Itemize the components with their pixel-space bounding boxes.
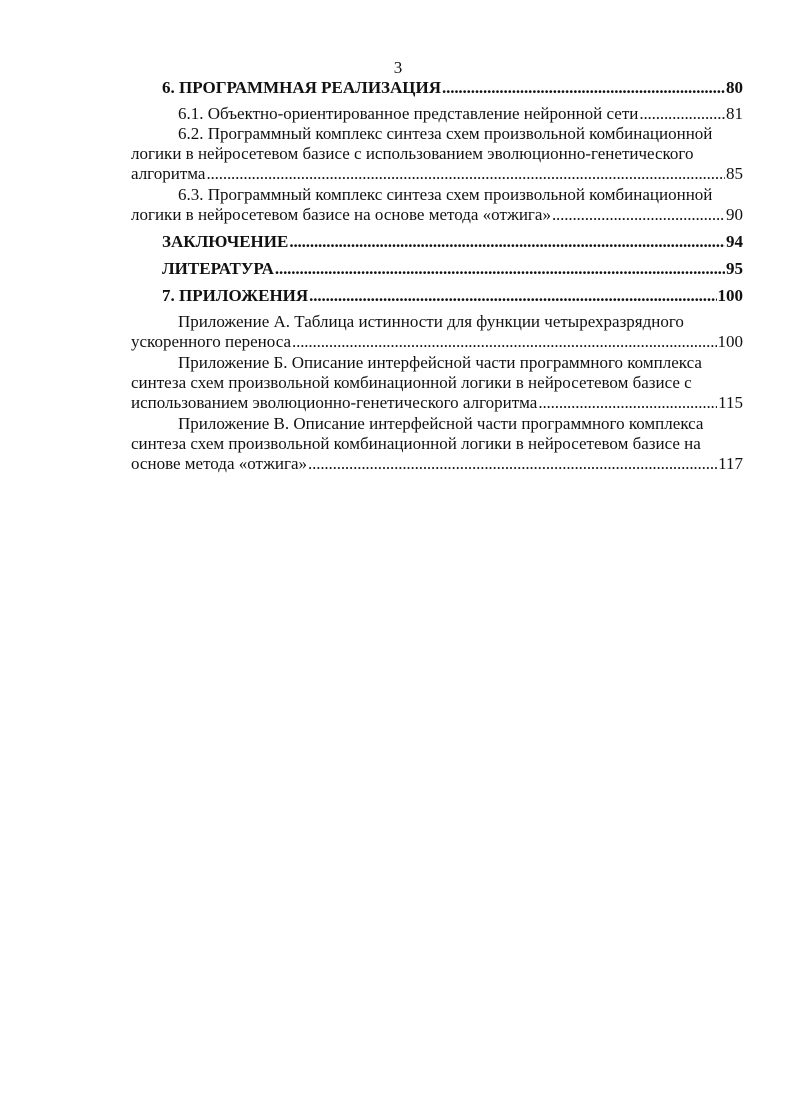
toc-entry-line: использованием эволюционно-генетического алгоритма xyxy=(131,393,538,412)
toc-entry-line: Приложение Б. Описание интерфейсной части программного комплекса xyxy=(178,353,702,372)
toc-entry-page: 85 xyxy=(726,164,743,183)
toc-entry-title: ЛИТЕРАТУРА xyxy=(162,259,274,278)
dot-leader xyxy=(275,259,725,279)
toc-entry-6-1[interactable] xyxy=(131,104,743,124)
toc-entry-appendix-v[interactable] xyxy=(131,414,743,474)
dot-leader xyxy=(206,164,725,184)
toc-entry-appendix-b[interactable] xyxy=(131,353,743,413)
toc-entry-line: алгоритма xyxy=(131,164,206,183)
dot-leader xyxy=(292,332,717,352)
dot-leader xyxy=(308,454,717,474)
toc-entry-line: логики в нейросетевом базисе на основе метода «отжига» xyxy=(131,205,551,224)
table-of-contents xyxy=(131,78,743,475)
dot-leader xyxy=(442,78,725,98)
toc-entry-line: 6.2. Программный комплекс синтеза схем произвольной комбинационной xyxy=(178,124,713,143)
toc-entry-literature[interactable] xyxy=(131,259,743,279)
toc-entry-line: Приложение А. Таблица истинности для функции четырехразрядного xyxy=(178,312,684,331)
toc-entry-page: 117 xyxy=(718,454,743,473)
page-number: 3 xyxy=(393,58,403,77)
toc-entry-chapter-7[interactable] xyxy=(131,286,743,306)
toc-entry-page: 100 xyxy=(717,286,743,305)
toc-entry-line: синтеза схем произвольной комбинационной логики в нейросетевом базисе на xyxy=(131,434,701,453)
toc-entry-title: 7. ПРИЛОЖЕНИЯ xyxy=(162,286,309,305)
dot-leader xyxy=(289,232,725,252)
toc-entry-line: ускоренного переноса xyxy=(131,332,291,351)
toc-entry-page: 80 xyxy=(726,78,743,97)
toc-entry-title: ЗАКЛЮЧЕНИЕ xyxy=(162,232,289,251)
toc-entry-page: 100 xyxy=(717,332,743,351)
toc-entry-line: логики в нейросетевом базисе с использованием эволюционно-генетического xyxy=(131,144,694,163)
toc-entry-6-2[interactable] xyxy=(131,124,743,184)
toc-entry-page: 90 xyxy=(726,205,743,224)
dot-leader xyxy=(309,286,716,306)
toc-entry-page: 94 xyxy=(726,232,743,251)
toc-entry-line: Приложение В. Описание интерфейсной части программного комплекса xyxy=(178,414,704,433)
toc-entry-title: 6. ПРОГРАММНАЯ РЕАЛИЗАЦИЯ xyxy=(162,78,442,97)
toc-entry-appendix-a[interactable] xyxy=(131,312,743,352)
toc-entry-line: синтеза схем произвольной комбинационной логики в нейросетевом базисе с xyxy=(131,373,692,392)
dot-leader xyxy=(639,104,725,124)
toc-entry-6-3[interactable] xyxy=(131,185,743,225)
toc-entry-page: 81 xyxy=(726,104,743,123)
toc-entry-conclusion[interactable] xyxy=(131,232,743,252)
toc-entry-chapter-6[interactable] xyxy=(131,78,743,98)
toc-entry-line: 6.3. Программный комплекс синтеза схем произвольной комбинационной xyxy=(178,185,713,204)
toc-entry-title: 6.1. Объектно-ориентированное представление нейронной сети xyxy=(178,104,639,123)
toc-entry-page: 95 xyxy=(726,259,743,278)
toc-entry-page: 115 xyxy=(718,393,743,412)
toc-entry-line: основе метода «отжига» xyxy=(131,454,308,473)
dot-leader xyxy=(538,393,717,413)
dot-leader xyxy=(552,205,725,225)
